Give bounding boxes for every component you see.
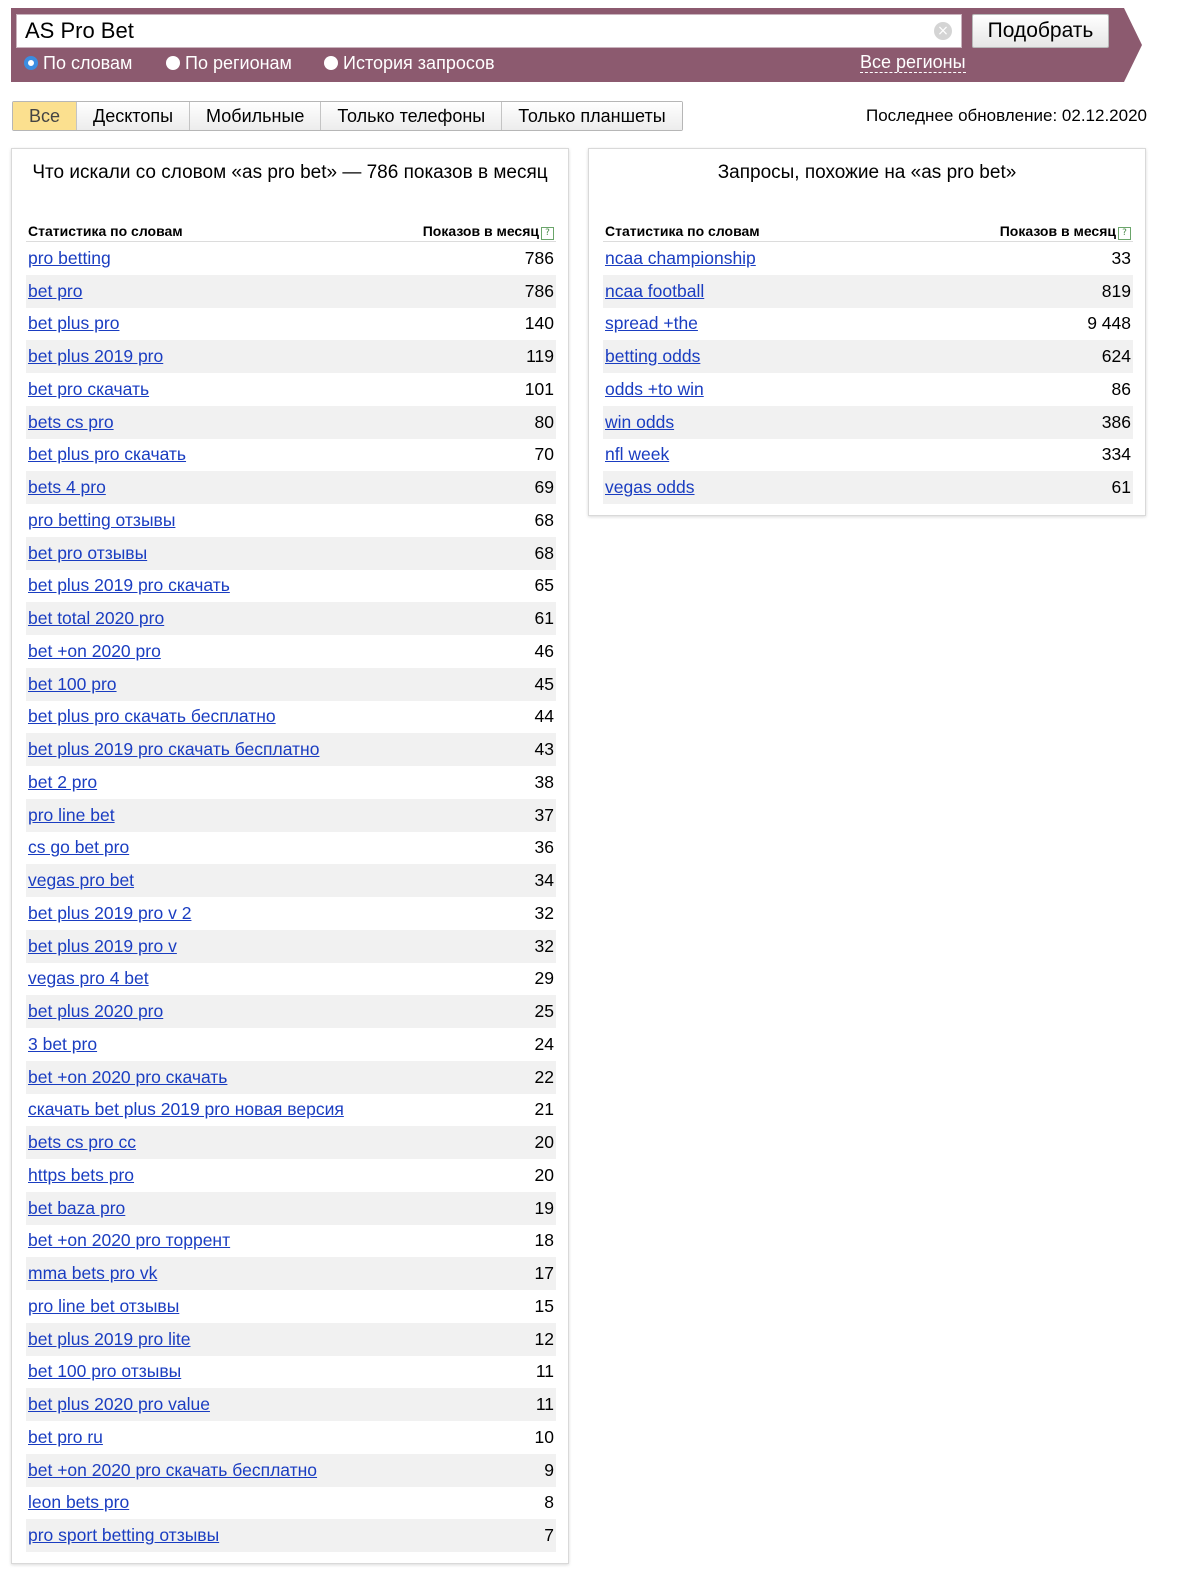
table-row <box>26 373 556 406</box>
keyword-link[interactable]: vegas pro 4 bet <box>28 968 149 989</box>
keyword-table <box>26 221 556 1552</box>
table-row <box>26 1454 556 1487</box>
keyword-link[interactable]: spread +the <box>605 313 698 334</box>
radio-icon[interactable] <box>166 56 180 70</box>
impressions-count: 24 <box>534 1033 554 1054</box>
keyword-link[interactable]: pro sport betting отзывы <box>28 1525 220 1546</box>
table-row <box>26 1192 556 1225</box>
table-row <box>603 340 1133 373</box>
impressions-count: 65 <box>534 575 554 596</box>
impressions-count: 61 <box>1111 477 1131 498</box>
table-row <box>26 1061 556 1094</box>
keyword-link[interactable]: win odds <box>605 411 675 432</box>
submit-button[interactable]: Подобрать <box>972 14 1109 48</box>
impressions-count: 19 <box>534 1197 554 1218</box>
table-row <box>26 471 556 504</box>
impressions-count: 20 <box>534 1164 554 1185</box>
table-row <box>26 504 556 537</box>
impressions-count: 786 <box>524 280 554 301</box>
table-row <box>26 766 556 799</box>
table-row <box>26 1519 556 1552</box>
keyword-link[interactable]: pro line bet <box>28 804 115 825</box>
impressions-count: 69 <box>534 477 554 498</box>
impressions-count: 15 <box>534 1295 554 1316</box>
table-row <box>603 308 1133 341</box>
col-count-header: Показов в месяц ? <box>1000 221 1131 241</box>
search-box[interactable] <box>16 14 962 48</box>
keyword-link[interactable]: bets cs pro <box>28 411 114 432</box>
keyword-link[interactable]: cs go bet pro <box>28 837 130 858</box>
impressions-count: 101 <box>524 378 554 399</box>
table-row <box>26 1356 556 1389</box>
table-row <box>26 799 556 832</box>
keyword-link[interactable]: bet total 2020 pro <box>28 608 165 629</box>
keyword-link[interactable]: bet 2 pro <box>28 771 98 792</box>
regions-link[interactable]: Все регионы <box>860 52 966 72</box>
impressions-count: 70 <box>534 444 554 465</box>
impressions-count: 140 <box>524 313 554 334</box>
tab-tablets-only[interactable]: Только планшеты <box>502 102 681 130</box>
mode-label: По словам <box>43 52 133 73</box>
mode-history[interactable] <box>324 52 495 74</box>
keyword-link[interactable]: pro betting <box>28 247 111 268</box>
impressions-count: 43 <box>534 739 554 760</box>
table-row <box>26 1421 556 1454</box>
keyword-link[interactable]: pro line bet отзывы <box>28 1295 180 1316</box>
keyword-link[interactable]: bet plus 2019 pro lite <box>28 1328 191 1349</box>
col-keyword-header: Статистика по словам <box>605 223 760 239</box>
keyword-link[interactable]: bet plus 2020 pro <box>28 1001 164 1022</box>
keyword-link[interactable]: nfl week <box>605 444 670 465</box>
table-header <box>603 221 1133 242</box>
help-icon[interactable]: ? <box>541 227 554 240</box>
impressions-count: 36 <box>534 837 554 858</box>
keyword-link[interactable]: bet plus 2019 pro <box>28 346 164 367</box>
impressions-count: 86 <box>1111 378 1131 399</box>
impressions-count: 12 <box>534 1328 554 1349</box>
table-row <box>26 1225 556 1258</box>
keyword-link[interactable]: pro betting отзывы <box>28 509 176 530</box>
keyword-link[interactable]: bet +on 2020 pro скачать бесплатно <box>28 1459 318 1480</box>
mode-label: По регионам <box>185 52 292 73</box>
impressions-count: 786 <box>524 247 554 268</box>
table-row <box>26 242 556 275</box>
table-row <box>26 1388 556 1421</box>
table-row <box>26 275 556 308</box>
table-header <box>26 221 556 242</box>
table-row <box>26 602 556 635</box>
keyword-link[interactable]: bets 4 pro <box>28 477 106 498</box>
impressions-count: 38 <box>534 771 554 792</box>
search-input[interactable] <box>17 15 933 47</box>
keyword-link[interactable]: bet pro отзывы <box>28 542 148 563</box>
table-row <box>26 1257 556 1290</box>
keyword-link[interactable]: bet pro скачать <box>28 378 150 399</box>
impressions-count: 45 <box>534 673 554 694</box>
panel-title: Запросы, похожие на «as pro bet» <box>717 162 1017 183</box>
table-row <box>26 701 556 734</box>
table-row <box>603 406 1133 439</box>
table-row <box>26 406 556 439</box>
keyword-link[interactable]: скачать bet plus 2019 pro новая версия <box>28 1099 344 1120</box>
keyword-link[interactable]: vegas odds <box>605 477 695 498</box>
impressions-count: 119 <box>526 346 554 367</box>
keyword-table <box>603 221 1133 504</box>
table-row <box>26 897 556 930</box>
tab-desktops[interactable]: Десктопы <box>77 102 190 130</box>
mode-by-words[interactable] <box>24 52 132 74</box>
table-row <box>26 570 556 603</box>
radio-icon[interactable] <box>324 56 338 70</box>
table-body <box>26 242 556 1552</box>
keyword-link[interactable]: mma bets pro vk <box>28 1263 158 1284</box>
col-count-header: Показов в месяц ? <box>423 221 554 241</box>
keyword-link[interactable]: bet plus 2019 pro v 2 <box>28 902 192 923</box>
table-row <box>26 1028 556 1061</box>
table-row <box>26 1290 556 1323</box>
keyword-link[interactable]: bet baza pro <box>28 1197 126 1218</box>
keyword-link[interactable]: bet plus pro <box>28 313 120 334</box>
keyword-link[interactable]: bet pro ru <box>28 1426 103 1447</box>
impressions-count: 11 <box>535 1361 554 1382</box>
keyword-link[interactable]: bet plus 2019 pro скачать бесплатно <box>28 739 320 760</box>
keyword-link[interactable]: bet +on 2020 pro скачать <box>28 1066 228 1087</box>
keyword-link[interactable]: bet 100 pro <box>28 673 117 694</box>
table-row <box>26 1094 556 1127</box>
tab-all[interactable]: Все <box>13 102 77 130</box>
radio-selected-icon[interactable] <box>24 56 38 70</box>
keyword-link[interactable]: https bets pro <box>28 1164 135 1185</box>
table-row <box>26 963 556 996</box>
table-row <box>603 373 1133 406</box>
impressions-count: 11 <box>535 1394 554 1415</box>
panel-title: Что искали со словом «as pro bet» — 786 показов в месяц <box>32 162 548 183</box>
col-keyword-header: Статистика по словам <box>28 223 183 239</box>
impressions-count: 386 <box>1101 411 1131 432</box>
similar-queries-panel <box>588 148 1146 516</box>
last-update: Последнее обновление: 02.12.2020 <box>865 106 1147 125</box>
impressions-count: 334 <box>1101 444 1131 465</box>
clear-icon[interactable]: × <box>934 22 952 40</box>
impressions-count: 17 <box>534 1263 554 1284</box>
impressions-count: 7 <box>544 1525 554 1546</box>
tab-mobile[interactable]: Мобильные <box>190 102 321 130</box>
mode-label: История запросов <box>343 52 495 73</box>
impressions-count: 34 <box>534 870 554 891</box>
keyword-link[interactable]: bet 100 pro отзывы <box>28 1361 182 1382</box>
keyword-link[interactable]: bet plus 2019 pro v <box>28 935 177 956</box>
impressions-count: 46 <box>534 640 554 661</box>
table-row <box>26 930 556 963</box>
table-row <box>26 668 556 701</box>
impressions-count: 10 <box>534 1426 554 1447</box>
table-row <box>26 733 556 766</box>
keyword-link[interactable]: bet +on 2020 pro торрент <box>28 1230 231 1251</box>
table-row <box>603 471 1133 504</box>
impressions-count: 21 <box>534 1099 554 1120</box>
impressions-count: 9 448 <box>1087 313 1131 334</box>
impressions-count: 80 <box>534 411 554 432</box>
table-row <box>26 635 556 668</box>
device-tabs <box>12 101 683 131</box>
impressions-count: 8 <box>544 1492 554 1513</box>
keyword-link[interactable]: betting odds <box>605 346 701 367</box>
keyword-link[interactable]: bet plus pro скачать <box>28 444 187 465</box>
table-row <box>26 1159 556 1192</box>
keyword-link[interactable]: ncaa football <box>605 280 705 301</box>
table-row <box>26 1126 556 1159</box>
keyword-link[interactable]: ncaa championship <box>605 247 756 268</box>
impressions-count: 22 <box>534 1066 554 1087</box>
keyword-link[interactable]: bet plus pro скачать бесплатно <box>28 706 276 727</box>
table-row <box>603 439 1133 472</box>
impressions-count: 33 <box>1111 247 1131 268</box>
table-row <box>603 275 1133 308</box>
impressions-count: 20 <box>534 1132 554 1153</box>
table-row <box>26 1487 556 1520</box>
keyword-link[interactable]: vegas pro bet <box>28 870 135 891</box>
table-row <box>26 439 556 472</box>
keyword-link[interactable]: bet pro <box>28 280 83 301</box>
table-row <box>26 340 556 373</box>
impressions-count: 32 <box>534 902 554 923</box>
impressions-count: 68 <box>534 542 554 563</box>
keyword-link[interactable]: leon bets pro <box>28 1492 130 1513</box>
table-row <box>26 537 556 570</box>
impressions-count: 68 <box>534 509 554 530</box>
impressions-count: 819 <box>1101 280 1131 301</box>
keyword-link[interactable]: 3 bet pro <box>28 1033 98 1054</box>
table-row <box>26 1323 556 1356</box>
keyword-link[interactable]: odds +to win <box>605 378 704 399</box>
keyword-link[interactable]: bet +on 2020 pro <box>28 640 161 661</box>
impressions-count: 624 <box>1101 346 1131 367</box>
help-icon[interactable]: ? <box>1118 227 1131 240</box>
impressions-count: 44 <box>534 706 554 727</box>
table-row <box>26 864 556 897</box>
impressions-count: 18 <box>534 1230 554 1251</box>
table-row <box>26 832 556 865</box>
table-row <box>26 308 556 341</box>
table-row <box>26 995 556 1028</box>
keyword-link[interactable]: bet plus 2020 pro value <box>28 1394 210 1415</box>
tab-phones-only[interactable]: Только телефоны <box>321 102 502 130</box>
keyword-link[interactable]: bets cs pro cc <box>28 1132 136 1153</box>
impressions-count: 25 <box>534 1001 554 1022</box>
table-row <box>603 242 1133 275</box>
impressions-count: 29 <box>534 968 554 989</box>
impressions-count: 61 <box>534 608 554 629</box>
table-body <box>603 242 1133 504</box>
impressions-count: 32 <box>534 935 554 956</box>
impressions-count: 9 <box>544 1459 554 1480</box>
impressions-count: 37 <box>534 804 554 825</box>
keyword-link[interactable]: bet plus 2019 pro скачать <box>28 575 230 596</box>
mode-by-regions[interactable] <box>166 52 292 74</box>
related-keywords-panel <box>11 148 569 1564</box>
